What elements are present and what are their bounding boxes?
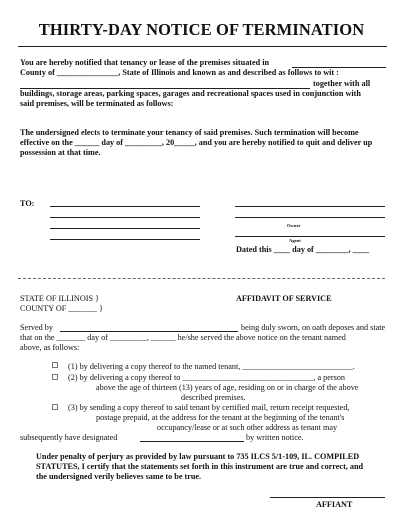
to-label: TO:: [20, 199, 35, 208]
notice-line-2: County of _______________, State of Illinois and known as and described as follows to wit :: [20, 68, 339, 77]
election-line-2: effective on the ______ day of _________, 20_____, and you are hereby notified to quit and deliver up: [20, 138, 373, 147]
that-on-line: that on the _______ day of _________, ______ he/she served the above notice on the tenant named: [20, 333, 346, 342]
option-3-line-2: postage prepaid, at the address for the tenant at the beginning of the tenant's: [96, 413, 345, 422]
document-title: THIRTY-DAY NOTICE OF TERMINATION: [38, 20, 365, 39]
perjury-line-1: Under penalty of perjury as provided by law pursuant to 735 ILCS 5/1-109, IL. COMPILED: [36, 452, 360, 461]
option-1-text: (1) by delivering a copy thereof to the named tenant, ___________________________.: [68, 362, 355, 371]
option-2-checkbox[interactable]: [52, 374, 58, 380]
option-1-checkbox[interactable]: [52, 362, 58, 368]
affiant-label: AFFIANT: [316, 500, 353, 509]
county-line: COUNTY OF _______ }: [20, 304, 104, 313]
notice-line-1: You are hereby notified that tenancy or lease of the premises situated in: [20, 58, 270, 67]
affiant-signature-line[interactable]: [270, 497, 385, 498]
served-by-field[interactable]: [60, 331, 238, 332]
option-2-line-1: (2) by delivering a copy thereof to ________________________________, a person: [68, 373, 345, 382]
subsequent-right: by written notice.: [246, 433, 304, 442]
title-underline: [18, 46, 387, 47]
election-line-3: possession at that time.: [20, 148, 101, 157]
notice-line-5: said premises, will be terminated as follows:: [20, 99, 174, 108]
state-line: STATE OF ILLINOIS }: [20, 294, 100, 303]
tenant-address-line-3[interactable]: [50, 228, 200, 229]
option-2-line-2: above the age of thirteen (13) years of age, residing on or in charge of the above: [96, 383, 359, 392]
tenant-address-line-4[interactable]: [50, 239, 200, 240]
option-3-line-3: occupancy/lease or at such other address as tenant may: [157, 423, 338, 432]
dated-line: Dated this ____ day of ________, ____: [236, 245, 370, 254]
section-divider: [18, 278, 385, 279]
owner-label: Owner: [287, 223, 301, 228]
served-by-label: Served by: [20, 323, 53, 332]
notice-line-4: buildings, storage areas, parking spaces, garages and recreational spaces used in conjunction with: [20, 89, 361, 98]
served-by-tail: being duly sworn, on oath deposes and state: [241, 323, 386, 332]
perjury-line-3: the undersigned verily believes same to be true.: [36, 472, 202, 481]
notice-line-3: together with all: [313, 79, 371, 88]
tenant-address-line-2[interactable]: [50, 217, 200, 218]
subsequent-left: subsequently have designated: [20, 433, 118, 442]
perjury-line-2: STATUTES, I certify that the statements set forth in this instrument are true and correct, and: [36, 462, 364, 471]
above-line: above, as follows:: [20, 343, 80, 352]
owner-signature-line-1[interactable]: [235, 206, 385, 207]
designated-address-field[interactable]: [140, 441, 244, 442]
agent-signature-line[interactable]: [235, 236, 385, 237]
tenant-address-line-1[interactable]: [50, 206, 200, 207]
affidavit-heading: AFFIDAVIT OF SERVICE: [236, 294, 332, 303]
election-line-1: The undersigned elects to terminate your tenancy of said premises. Such termination will become: [20, 128, 359, 137]
option-3-checkbox[interactable]: [52, 404, 58, 410]
owner-signature-line-2[interactable]: [235, 217, 385, 218]
option-3-line-1: (3) by sending a copy thereof to said tenant by certified mail, return receipt requested,: [68, 403, 350, 412]
option-2-line-3: described premises.: [181, 393, 246, 402]
agent-label: Agent: [289, 238, 301, 243]
